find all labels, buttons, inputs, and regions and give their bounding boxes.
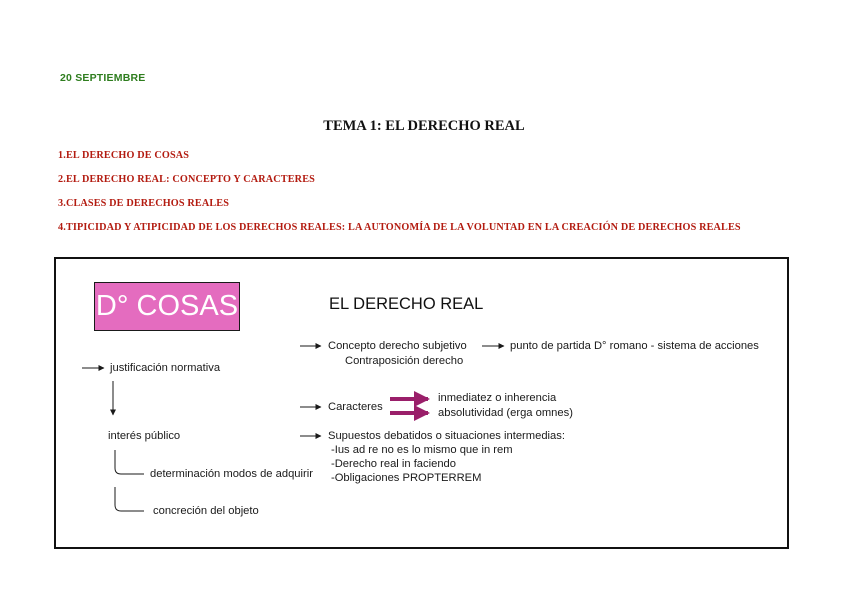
text-justificacion: justificación normativa	[110, 362, 221, 374]
date-label: 20 SEPTIEMBRE	[60, 72, 146, 84]
text-inmediatez: inmediatez o inherencia	[438, 392, 557, 404]
text-concepto: Concepto derecho subjetivo	[328, 340, 467, 352]
text-item-propterrem: -Obligaciones PROPTERREM	[331, 472, 482, 484]
diagram-heading: EL DERECHO REAL	[329, 295, 484, 313]
text-concrecion: concreción del objeto	[153, 505, 259, 517]
text-punto: punto de partida D° romano - sistema de acciones	[510, 340, 759, 352]
text-item-faciendo: -Derecho real in faciendo	[331, 458, 456, 470]
text-caracteres: Caracteres	[328, 401, 383, 413]
toc-item-3: 3.CLASES DE DERECHOS REALES	[58, 198, 230, 209]
toc-item-1: 1.EL DERECHO DE COSAS	[58, 150, 190, 161]
toc-item-2: 2.EL DERECHO REAL: CONCEPTO Y CARACTERES	[58, 174, 315, 185]
cosas-badge	[94, 282, 240, 331]
text-contraposicion: Contraposición derecho	[345, 355, 464, 367]
text-interes: interés público	[108, 430, 181, 442]
text-determinacion: determinación modos de adquirir	[150, 468, 313, 480]
text-supuestos: Supuestos debatidos o situaciones intermedias:	[328, 430, 565, 442]
toc-item-4: 4.TIPICIDAD Y ATIPICIDAD DE LOS DERECHOS REALES: LA AUTONOMÍA DE LA VOLUNTAD EN LA CREACIÓN DE DERECHOS REALES	[58, 222, 741, 233]
text-item-ius: -Ius ad re no es lo mismo que in rem	[331, 444, 513, 456]
page-title: TEMA 1: EL DERECHO REAL	[323, 118, 525, 134]
text-absolutividad: absolutividad (erga omnes)	[438, 407, 573, 419]
badge-label: D° COSAS	[95, 290, 239, 322]
